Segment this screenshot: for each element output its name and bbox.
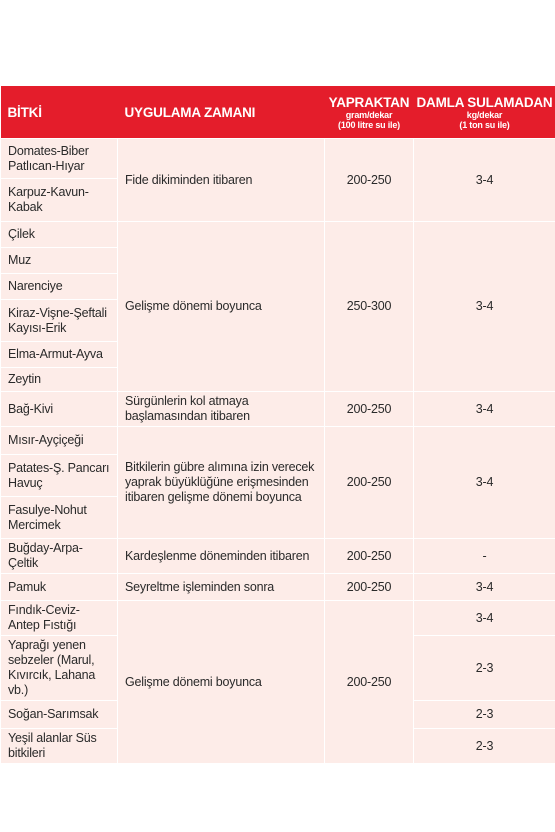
table-row — [1, 392, 555, 427]
drip-dose-cell: 3-4 — [414, 392, 555, 427]
plant-cell: Muz — [1, 248, 118, 274]
drip-dose-cell: 3-4 — [414, 574, 555, 601]
drip-dose-cell: 3-4 — [414, 139, 555, 222]
timing-cell: Bitkilerin gübre alımına izin verecek yaprak büyüklüğüne erişmesinden itibaren gelişme dönemi boyunca — [118, 427, 325, 539]
header-damla-note: (1 ton su ile) — [459, 119, 510, 130]
header-yapraktan-unit: gram/dekar — [345, 109, 393, 120]
foliar-dose-cell: 250-300 — [325, 222, 414, 392]
table-header-row — [1, 86, 555, 139]
foliar-dose-cell: 200-250 — [325, 539, 414, 574]
plant-cell: Fındık-Ceviz-Antep Fıstığı — [1, 601, 118, 636]
header-yapraktan-title: YAPRAKTAN — [328, 94, 410, 110]
plant-cell: Elma-Armut-Ayva — [1, 342, 118, 368]
header-uygulama-zamani: UYGULAMA ZAMANI — [118, 86, 325, 139]
plant-cell: Zeytin — [1, 368, 118, 392]
plant-cell: Karpuz-Kavun-Kabak — [1, 179, 118, 222]
table-row — [1, 601, 555, 636]
header-damla-sulamadan — [414, 86, 555, 139]
header-bitki: BİTKİ — [1, 86, 118, 139]
table-row — [1, 539, 555, 574]
foliar-dose-cell: 200-250 — [325, 392, 414, 427]
drip-dose-cell: - — [414, 539, 555, 574]
plant-cell: Domates-Biber Patlıcan-Hıyar — [1, 139, 118, 179]
header-damla-title: DAMLA SULAMADAN — [416, 94, 553, 110]
header-yapraktan-note: (100 litre su ile) — [338, 119, 400, 130]
table-row — [1, 222, 555, 248]
plant-cell: Kiraz-Vişne-Şeftali Kayısı-Erik — [1, 300, 118, 342]
drip-dose-cell: 2-3 — [414, 729, 555, 764]
header-damla-unit: kg/dekar — [466, 109, 503, 120]
foliar-dose-cell: 200-250 — [325, 427, 414, 539]
application-table — [0, 86, 555, 764]
foliar-dose-cell: 200-250 — [325, 601, 414, 764]
table-row — [1, 574, 555, 601]
plant-cell: Mısır-Ayçiçeği — [1, 427, 118, 455]
timing-cell: Kardeşlenme döneminden itibaren — [118, 539, 325, 574]
plant-cell: Yaprağı yenen sebzeler (Marul, Kıvırcık, Lahana vb.) — [1, 636, 118, 701]
timing-cell: Gelişme dönemi boyunca — [118, 222, 325, 392]
fertilizer-table-container — [0, 86, 555, 764]
plant-cell: Soğan-Sarımsak — [1, 701, 118, 729]
timing-cell: Gelişme dönemi boyunca — [118, 601, 325, 764]
plant-cell: Fasulye-Nohut Mercimek — [1, 497, 118, 539]
drip-dose-cell: 3-4 — [414, 601, 555, 636]
drip-dose-cell: 3-4 — [414, 427, 555, 539]
foliar-dose-cell: 200-250 — [325, 139, 414, 222]
header-yapraktan — [325, 86, 414, 139]
plant-cell: Patates-Ş. Pancarı Havuç — [1, 455, 118, 497]
timing-cell: Seyreltme işleminden sonra — [118, 574, 325, 601]
table-row — [1, 427, 555, 455]
timing-cell: Sürgünlerin kol atmaya başlamasından itibaren — [118, 392, 325, 427]
drip-dose-cell: 3-4 — [414, 222, 555, 392]
timing-cell: Fide dikiminden itibaren — [118, 139, 325, 222]
foliar-dose-cell: 200-250 — [325, 574, 414, 601]
drip-dose-cell: 2-3 — [414, 636, 555, 701]
plant-cell: Pamuk — [1, 574, 118, 601]
plant-cell: Bağ-Kivi — [1, 392, 118, 427]
plant-cell: Çilek — [1, 222, 118, 248]
table-row — [1, 139, 555, 179]
plant-cell: Narenciye — [1, 274, 118, 300]
drip-dose-cell: 2-3 — [414, 701, 555, 729]
plant-cell: Buğday-Arpa-Çeltik — [1, 539, 118, 574]
plant-cell: Yeşil alanlar Süs bitkileri — [1, 729, 118, 764]
